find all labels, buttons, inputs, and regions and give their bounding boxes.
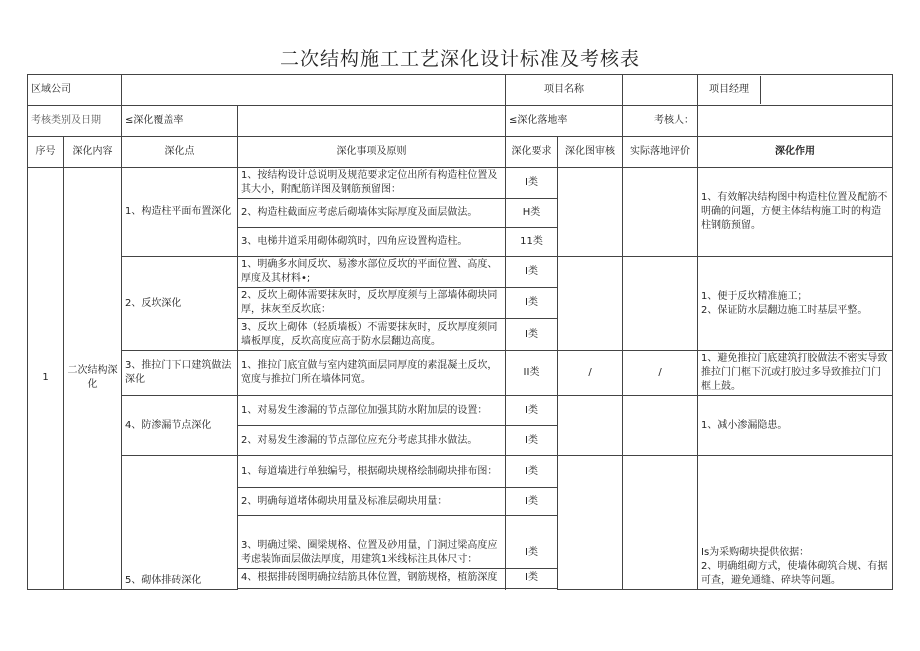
item-text: 1、明确多水间反坎、易渗水部位反坎的平面位置、高度、厚度及其材料•; — [238, 257, 506, 288]
col-content: 深化内容 — [64, 137, 122, 168]
eval-cell[interactable] — [623, 396, 698, 456]
region-label: 区域公司 — [28, 75, 122, 106]
examiner-label: 考核人： — [623, 106, 698, 137]
item-req: I类 — [506, 319, 558, 351]
table-row — [28, 456, 893, 488]
examiner-value[interactable] — [698, 106, 893, 137]
point-effect: 1、减小渗漏隐患。 — [698, 396, 893, 456]
column-header-row — [28, 137, 893, 168]
item-spacer — [506, 588, 558, 589]
eval-cell[interactable] — [623, 257, 698, 351]
section-seq: 1 — [28, 168, 64, 590]
col-point: 深化点 — [122, 137, 238, 168]
table-row — [28, 168, 893, 199]
item-req: H类 — [506, 199, 558, 228]
point-effect: 1、避免推拉门底建筑打胶做法不密实导致推拉门门框下沉或打胶过多导致推拉门门框上鼓。 — [698, 351, 893, 396]
point-name: 5、砌体排砖深化 — [122, 456, 238, 590]
review-cell[interactable] — [558, 168, 623, 257]
point-name: 1、构造柱平面布置深化 — [122, 168, 238, 257]
point-name: 3、推拉门下口建筑做法深化 — [122, 351, 238, 396]
col-items: 深化事项及原则 — [238, 137, 506, 168]
eval-cell[interactable] — [623, 168, 698, 257]
landing-label: ≤深化落地率 — [506, 106, 623, 137]
item-req: I类 — [506, 568, 558, 588]
item-text: 4、根据排砖图明确拉结筋具体位置，钢筋规格，植筋深度 — [238, 568, 506, 588]
item-req: I类 — [506, 426, 558, 456]
item-text: 1、推拉门底宜做与室内建筑面层同厚度的素混凝土反坎，宽度与推拉门所在墙体同宽。 — [238, 351, 506, 396]
item-text: 1、按结构设计总说明及规范要求定位出所有构造柱位置及其大小，附配筋详图及钢筋预留图： — [238, 168, 506, 199]
point-effect: Is为采购砌块提供依据： 2、明确组砌方式，使墙体砌筑合规、有据可查，避免通缝、碎块等问题。 — [698, 456, 893, 590]
table-row — [28, 257, 893, 288]
review-cell[interactable] — [558, 456, 623, 590]
col-evaluation: 实际落地评价 — [623, 137, 698, 168]
item-req: I类 — [506, 488, 558, 516]
item-text: 2、对易发生渗漏的节点部位应充分考虑其排水做法。 — [238, 426, 506, 456]
section-content: 二次结构深化 — [64, 168, 122, 590]
item-text: 2、构造柱截面应考虑后砌墙体实际厚度及面层做法。 — [238, 199, 506, 228]
review-cell[interactable]: / — [558, 351, 623, 396]
item-text: 1、对易发生渗漏的节点部位加强其防水附加层的设置： — [238, 396, 506, 426]
table-row — [28, 351, 893, 396]
item-text: 2、明确每道堵体砌块用量及标准层砌块用量： — [238, 488, 506, 516]
eval-cell[interactable] — [623, 456, 698, 590]
item-spacer — [506, 516, 558, 538]
item-text: 2、反坎上砌体需要抹灰时，反坎厚度须与上部墙体砌块同厚，抹灰至反坎底： — [238, 288, 506, 319]
item-req: I类 — [506, 168, 558, 199]
col-seq: 序号 — [28, 137, 64, 168]
table-row — [28, 396, 893, 426]
item-text: 3、反坎上砌体（轻质墙板）不需要抹灰时，反坎厚度须同墙板厚度，反坎高度应高于防水层翻边高度。 — [238, 319, 506, 351]
project-name-value[interactable] — [623, 75, 698, 106]
col-review: 深化图审核 — [558, 137, 623, 168]
col-requirement: 深化要求 — [506, 137, 558, 168]
item-spacer — [238, 516, 506, 538]
point-effect: 1、有效解决结构图中构造柱位置及配筋不明确的问题，方便主体结构施工时的构造柱钢筋预留。 — [698, 168, 893, 257]
coverage-label: ≤深化覆盖率 — [122, 106, 238, 137]
review-cell[interactable] — [558, 257, 623, 351]
item-spacer — [238, 588, 506, 589]
page-title: 二次结构施工工艺深化设计标准及考核表 — [279, 48, 640, 70]
info-row-1 — [28, 75, 893, 106]
point-name: 4、防渗漏节点深化 — [122, 396, 238, 456]
item-text: 3、电梯井道采用砌体砌筑时，四角应设置构造柱。 — [238, 228, 506, 257]
eval-cell[interactable]: / — [623, 351, 698, 396]
pm-label: 项目经理 — [698, 76, 761, 104]
item-text: 1、每道墙进行单独编号，根据砌块规格绘制砌块排布图： — [238, 456, 506, 488]
item-req: 11类 — [506, 228, 558, 257]
point-name: 2、反坎深化 — [122, 257, 238, 351]
exam-type-label: 考核类别及日期 — [28, 106, 122, 137]
item-req: I类 — [506, 396, 558, 426]
item-req: I类 — [506, 257, 558, 288]
col-effect: 深化作用 — [698, 137, 893, 168]
review-cell[interactable] — [558, 396, 623, 456]
item-req: I类 — [506, 456, 558, 488]
landing-empty[interactable] — [238, 106, 506, 137]
project-name-label: 项目名称 — [506, 75, 623, 106]
region-value[interactable] — [122, 75, 506, 106]
item-text: 3、明确过梁、圈梁规格、位置及砂用量，门洞过梁高度应考虑装饰面层做法厚度，用建筑1米线标注具体尺寸： — [238, 538, 506, 569]
item-req: I类 — [506, 538, 558, 569]
assessment-table — [27, 74, 893, 590]
pm-cell — [698, 75, 893, 106]
point-effect: 1、便于反坎精准施工； 2、保证防水层翻边施工时基层平整。 — [698, 257, 893, 351]
info-row-2 — [28, 106, 893, 137]
item-req: I类 — [506, 288, 558, 319]
item-req: II类 — [506, 351, 558, 396]
